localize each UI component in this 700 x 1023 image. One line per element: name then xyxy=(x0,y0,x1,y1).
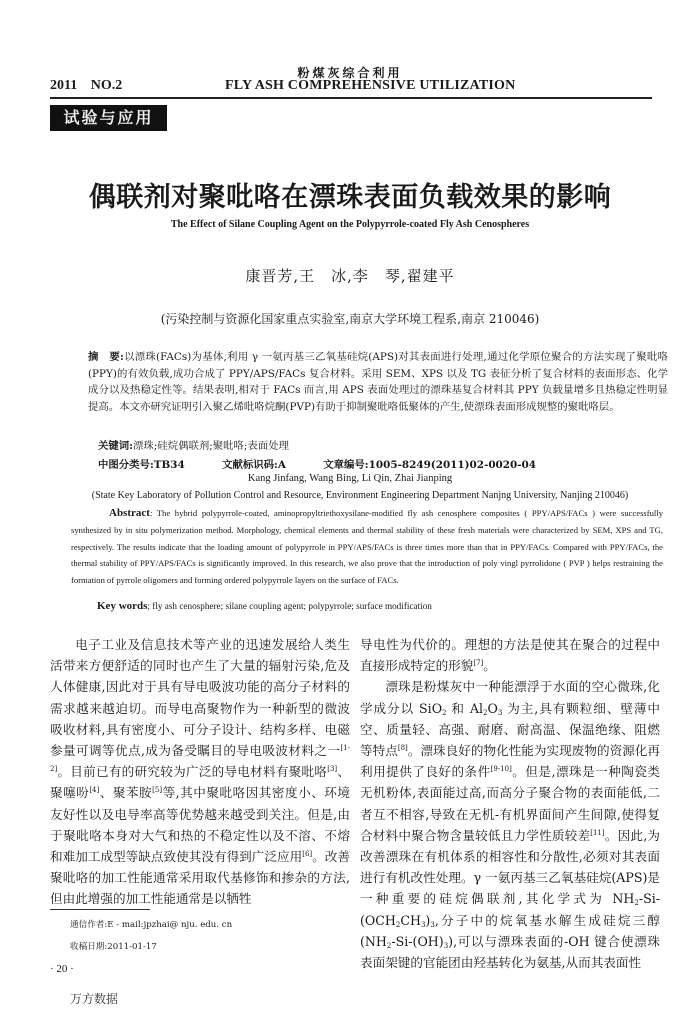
citation: [3] xyxy=(327,765,338,774)
citation: [8] xyxy=(397,744,408,753)
text-run: 、聚苯胺 xyxy=(99,785,153,801)
abstract-cn xyxy=(88,349,668,415)
subscript: 3 xyxy=(443,941,449,950)
page-number: · 20 · xyxy=(50,963,74,975)
text-run: 等,其中聚吡咯因其密度小、环境友好性以及电导率高等优势越来越受到关注。但是,由于聚吡咯本身对大气和热的不稳定性以及不溶、不熔和难加工成型等缺点致使其没有得到广泛应用 xyxy=(50,785,351,865)
subscript: 2 xyxy=(395,920,401,929)
text-run: 。改善聚吡咯的加工性能通常采用取代基修饰和掺杂的方法,但由此增强的加工性能通常是以牺牲 xyxy=(50,849,351,907)
text-run: 。因此,为改善漂珠在有机体系的相容性和分散性,必须对其表面进行有机改性处理。γ 一氨丙基三乙氧基硅烷(APS)是一种重要的硅烷偶联剂,其化学式为 NH xyxy=(360,827,660,907)
clc-number: 中图分类号:TB34 xyxy=(98,459,185,471)
affiliation-en: (State Key Laboratory of Pollution Control and Resource, Environment Engineering Department Nanjng University, Nanjing 210046) xyxy=(91,490,629,501)
text-run: -Si-(OCH xyxy=(360,891,660,928)
keywords-en-text: ; fly ash cenosphere; silane coupling agent; polypyrrole; surface modification xyxy=(147,601,432,611)
subscript: 3 xyxy=(497,708,503,717)
text-run: 、聚噻吩 xyxy=(50,764,351,801)
column-label: 试验与应用 xyxy=(50,105,167,131)
citation: [9-10] xyxy=(490,765,512,774)
footnote-received-date: 收稿日期:2011-01-17 xyxy=(70,942,157,952)
text-run: 为主,具有颗粒细、壁薄中空、质量轻、高强、耐磨、耐高温、保温绝缘、阻燃等特点 xyxy=(360,700,660,759)
citation: [5] xyxy=(152,786,163,795)
citation: [11] xyxy=(590,828,605,837)
subscript: 2 xyxy=(634,899,639,908)
article-number: 文章编号:1005-8249(2011)02-0020-04 xyxy=(323,459,537,471)
document-code: 文献标识码:A xyxy=(222,459,286,471)
subscript: 2 xyxy=(442,708,447,717)
keywords-cn-text: 漂珠;硅烷偶联剂;聚吡咯;表面处理 xyxy=(133,440,289,452)
keywords-cn xyxy=(98,437,289,452)
watermark: 万方数据 xyxy=(70,992,119,1006)
article-title-en: The Effect of Silane Coupling Agent on the Polypyrrole-coated Fly Ash Cenospheres xyxy=(170,219,530,230)
citation: [4] xyxy=(89,786,100,795)
body-paragraph xyxy=(360,634,660,676)
body-column-right xyxy=(360,634,660,973)
abstract-en-label: Abstract xyxy=(109,507,150,519)
text-run: 电子工业及信息技术等产业的迅速发展给人类生活带来方便舒适的同时也产生了大量的辐射污染,危及人体健康,因此对于具有导电吸波功能的高分子材料的需求越来越迫切。而导电高聚物作为一种新型的微波吸收材料,具有密度小、可分子设计、结构多样、电磁参量可调等优点,成为备受瞩目的导电吸波材料之一 xyxy=(50,637,350,759)
keywords-en-label: Key words xyxy=(97,600,148,612)
subscript: 3 xyxy=(430,920,435,929)
journal-title-cn: 粉煤灰综合利用 xyxy=(297,66,403,80)
text-run: 漂珠是粉煤灰中一种能漂浮于水面的空心微珠,化学成分以 SiO xyxy=(360,679,660,716)
footnote-corresponding-author: 通信作者:E - mail:jpzhai@ nju. edu. cn xyxy=(70,920,233,930)
text-run: CH xyxy=(400,912,421,928)
text-run: -Si-(OH) xyxy=(391,933,444,949)
text-run: 。漂珠良好的物化性能为实现废物的资源化再利用提供了良好的条件 xyxy=(360,743,661,780)
abstract-cn-label: 摘 要: xyxy=(88,351,124,363)
issue-number: 2011 NO.2 xyxy=(50,78,123,93)
affiliation-cn: (污染控制与资源化国家重点实验室,南京大学环境工程系,南京 210046) xyxy=(160,312,540,326)
body-column-left xyxy=(50,634,350,910)
authors-cn: 康晋芳,王 冰,李 琴,翟建平 xyxy=(245,267,455,285)
journal-title-en: FLY ASH COMPREHENSIVE UTILIZATION xyxy=(225,78,516,93)
keywords-cn-label: 关键词: xyxy=(98,440,134,452)
text-run: 。目前已有的研究较为广泛的导电材料有聚吡咯 xyxy=(57,764,328,780)
body-paragraph xyxy=(360,676,660,973)
subscript: 3 xyxy=(420,920,426,929)
text-run: ,分子中的烷氧基水解生成硅烷三醇(NH xyxy=(360,912,660,949)
text-run: 和 Al xyxy=(446,700,484,716)
citation: [7] xyxy=(473,659,484,668)
text-run: ),可以与漂珠表面的-OH 键合使漂珠表面架键的官能团由羟基转化为氨基,从而其表面性 xyxy=(360,933,660,971)
subscript: 2 xyxy=(386,941,392,950)
citation: [1-2] xyxy=(50,744,350,774)
text-run: ) xyxy=(425,912,431,928)
subscript: 2 xyxy=(483,708,488,717)
abstract-en xyxy=(71,505,663,589)
keywords-en xyxy=(97,600,432,612)
classification-row xyxy=(98,456,658,471)
authors-en: Kang Jinfang, Wang Bing, Li Qin, Zhai Jianping xyxy=(247,473,453,484)
body-paragraph xyxy=(50,634,350,910)
article-title-cn: 偶联剂对聚吡咯在漂珠表面负载效果的影响 xyxy=(88,182,612,213)
text-run: O xyxy=(487,700,498,716)
footnote-rule xyxy=(50,909,150,910)
abstract-cn-text: 以漂珠(FACs)为基体,利用 γ 一氨丙基三乙氧基硅烷(APS)对其表面进行处理,通过化学原位聚合的方法实现了聚吡咯(PPY)的有效负载,成功合成了 PPY/APS/FACs 复合材料。采用 SEM、XPS 以及 TG 表征分析了复合材料的表面形态、化学成分以及热稳定性等。结果表明,相对于 FACs 而言,用 APS 表面处理过的漂珠基复合材料其 PPY 负载量增多且热稳定性明显提高。本文亦研究证明引入聚乙烯吡咯烷酮(PVP)有助于抑制聚吡咯低聚体的产生,使漂珠表面形成规整的聚吡咯层。 xyxy=(88,351,668,413)
citation: [6] xyxy=(302,850,313,859)
text-run: 导电性为代价的。理想的方法是使其在聚合的过程中直接形成特定的形貌 xyxy=(360,637,660,674)
text-run: 。 xyxy=(483,658,496,674)
abstract-en-text: : The hybrid polypyrrole-coated, aminopropyltriethoxysilane-modified fly ash cenosphere composites ( PPY/APS/FACs ) were successfully synthesized by in situ polymerization method. Morphology, chemical elements and thermal stability of these fresh materials were characterized by SEM, XPS and TG, respectively. The results indicate that the loading amount of polypyrrole in PPY/APS/FACs is three times more than that in PPY/FACs. Compared with PPY/FACs, the thermal stability of PPY/APS/FACs is significantly improved. In this research, we also prove that the introduction of poly vingl pyrrolidone ( PVP ) helps restraining the formation of pyrrole oligomers and forming ordered polypyrrole layers on the surface of FACs. xyxy=(71,508,663,586)
header-rule xyxy=(50,97,652,99)
text-run: 。但是,漂珠是一种陶瓷类无机粉体,表面能过高,而高分子聚合物的表面能低,二者互不相容,导致在无机-有机界面间产生间隙,使得复合材料中聚合物含量较低且力学性质较差 xyxy=(360,764,660,843)
